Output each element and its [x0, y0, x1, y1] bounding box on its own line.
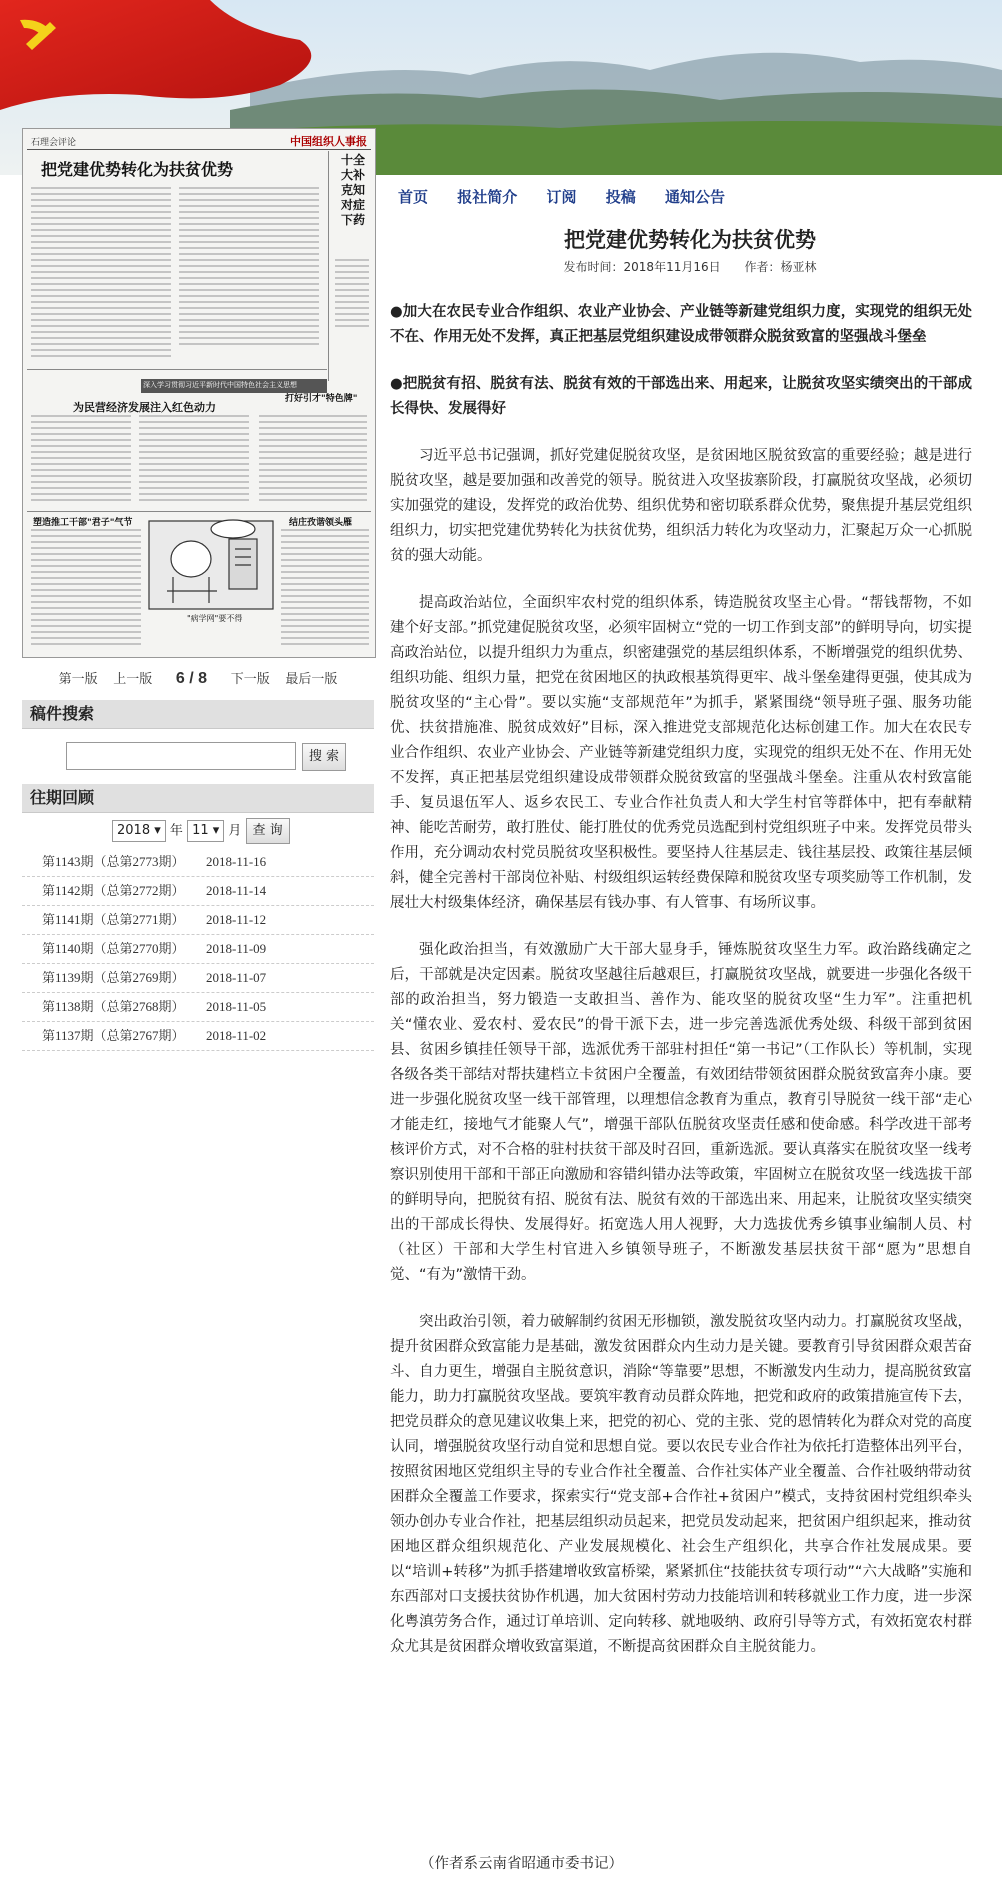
issue-title: 第1138期（总第2768期）: [42, 999, 185, 1014]
issue-date: 2018-11-05: [206, 999, 267, 1014]
nav-about[interactable]: 报社简介: [457, 188, 518, 206]
month-value: 11: [192, 823, 209, 838]
first-page-link[interactable]: 第一版: [58, 671, 98, 686]
month-label: 月: [228, 823, 242, 839]
issue-title: 第1142期（总第2772期）: [42, 883, 185, 898]
query-button[interactable]: 查 询: [246, 818, 290, 844]
article-lead: ●把脱贫有招、脱贫有法、脱贫有效的干部选出来、用起来，让脱贫攻坚实绩突出的干部成长得快、发展得好: [390, 376, 972, 417]
chevron-down-icon: ▾: [154, 823, 161, 838]
paper-masthead: 中国组织人事报: [290, 135, 367, 148]
search-button[interactable]: 搜 索: [302, 743, 346, 771]
paper-side-headline: 十全大补 克知 对症下药: [341, 153, 366, 227]
main-nav: [398, 186, 749, 210]
article-paragraph: 习近平总书记强调，抓好党建促脱贫攻坚，是贫困地区脱贫致富的重要经验；越是进行脱贫攻坚，越是要加强和改善党的领导。脱贫进入攻坚拔寨阶段，打赢脱贫攻坚战，必须切实加强党的建设，发挥党的政治优势、组织优势和密切联系群众优势，聚焦提升基层党组织组织力，切实把党建优势转化为扶贫优势，组织活力转化为攻坚动力，汇聚起万众一心抓脱贫的强大动能。: [390, 448, 972, 564]
issue-title: 第1139期（总第2769期）: [42, 970, 185, 985]
paper-bottom-headline-right: 结庄孜谐领头雁: [289, 518, 353, 528]
nav-home[interactable]: 首页: [398, 188, 429, 206]
nav-subscribe[interactable]: 订阅: [546, 188, 577, 206]
paper-sub-headline: 为民营经济发展注入红色动力: [73, 401, 216, 414]
issue-title: 第1137期（总第2767期）: [42, 1028, 185, 1043]
list-item[interactable]: [22, 1022, 374, 1051]
paper-box-title: 打好引才"特色牌": [285, 394, 358, 404]
paper-banner-text: 深入学习贯彻习近平新时代中国特色社会主义思想: [143, 381, 297, 389]
article-title: 把党建优势转化为扶贫优势: [564, 227, 816, 252]
archive-date-picker: [112, 818, 372, 844]
issue-title: 第1140期（总第2770期）: [42, 941, 185, 956]
nav-notices[interactable]: 通知公告: [665, 188, 726, 206]
article-body: [390, 300, 972, 1682]
paper-headline: 把党建优势转化为扶贫优势: [41, 160, 234, 179]
search-form: [66, 742, 366, 772]
current-page-indicator: 6 / 8: [175, 670, 208, 687]
issue-list: [22, 848, 374, 1051]
paper-section-label: 石理会评论: [31, 138, 77, 148]
paper-bottom-headline-left: 塑造推工干部"君子"气节: [33, 518, 133, 528]
paper-cartoon-caption: "病学网"要不得: [187, 614, 243, 623]
prev-page-link[interactable]: 上一版: [113, 671, 153, 686]
nav-submit[interactable]: 投稿: [605, 188, 636, 206]
page-navigation: [22, 668, 374, 692]
article-byline: （作者系云南省昭通市委书记）: [420, 1856, 623, 1872]
list-item[interactable]: [22, 935, 374, 964]
chevron-down-icon: ▾: [212, 823, 220, 838]
last-page-link[interactable]: 最后一版: [285, 671, 338, 686]
issue-date: 2018-11-02: [206, 1028, 267, 1043]
list-item[interactable]: [22, 848, 374, 877]
issue-date: 2018-11-16: [206, 854, 267, 869]
next-page-link[interactable]: 下一版: [230, 671, 270, 686]
article-lead: ●加大在农民专业合作组织、农业产业协会、产业链等新建党组织力度，实现党的组织无处不在、作用无处不发挥，真正把基层党组织建设成带领群众脱贫致富的坚强战斗堡垒: [390, 304, 972, 345]
year-select[interactable]: [112, 820, 166, 842]
article-author: 作者：杨亚林: [744, 260, 817, 274]
list-item[interactable]: [22, 906, 374, 935]
issue-title: 第1143期（总第2773期）: [42, 854, 185, 869]
list-item[interactable]: [22, 964, 374, 993]
year-value: 2018: [117, 823, 151, 838]
archive-section-heading: 往期回顾: [22, 784, 374, 813]
newspaper-page-thumbnail[interactable]: [22, 128, 376, 658]
month-select[interactable]: [187, 820, 224, 842]
year-label: 年: [169, 823, 183, 839]
article-meta: [390, 258, 990, 275]
list-item[interactable]: [22, 993, 374, 1022]
search-section-heading: 稿件搜索: [22, 700, 374, 729]
article-paragraph: 突出政治引领，着力破解制约贫困无形枷锁，激发脱贫攻坚内动力。打赢脱贫攻坚战，提升贫困群众致富能力是基础，激发贫困群众内生动力是关键。要教育引导贫困群众艰苦奋斗、自力更生，增强自主脱贫意识，消除“等靠要”思想，不断激发内生动力，提高脱贫致富能力，助力打赢脱贫攻坚战。要筑牢教育动员群众阵地，把党和政府的政策措施宣传下去，把党员群众的意见建议收集上来，把党的初心、党的主张、党的恩情转化为群众对党的高度认同，增强脱贫攻坚行动自觉和思想自觉。要以农民专业合作社为依托打造整体出列平台，按照贫困地区党组织主导的专业合作社全覆盖、合作社实体产业全覆盖、合作社吸纳带动贫困群众全覆盖工作要求，探索实行“党支部+合作社+贫困户”模式，支持贫困村党组织牵头领办创办专业合作社，把基层组织动员起来，把党员发动起来，把贫困户组织起来，推动贫困地区群众组织规范化、产业发展规模化、社会生产组织化，共享合作社发展成果。要以“培训+转移”为抓手搭建增收致富桥梁，紧紧抓住“技能扶贫专项行动”“六大战略”实施和东西部对口支援扶贫协作机遇，加大贫困村劳动力技能培训和转移就业工作力度，进一步深化粤滇劳务合作，通过订单培训、定向转移、就地吸纳、政府引导等方式，有效拓宽农村群众尤其是贫困群众增收致富渠道，不断提高贫困群众自主脱贫能力。: [390, 1314, 972, 1655]
issue-date: 2018-11-07: [206, 970, 267, 985]
issue-date: 2018-11-14: [206, 883, 267, 898]
issue-date: 2018-11-09: [206, 941, 267, 956]
article-paragraph: 强化政治担当，有效激励广大干部大显身手，锤炼脱贫攻坚生力军。政治路线确定之后，干部就是决定因素。脱贫攻坚越往后越艰巨，打赢脱贫攻坚战，就要进一步强化各级干部的政治担当，努力锻造一支敢担当、善作为、能攻坚的脱贫攻坚“生力军”。注重把机关“懂农业、爱农村、爱农民”的骨干派下去，进一步完善选派优秀处级、科级干部到贫困县、贫困乡镇挂任领导干部，选派优秀干部驻村担任“第一书记”（工作队长）等机制，实现各级各类干部结对帮扶建档立卡贫困户全覆盖，有效团结带领贫困群众脱贫致富奔小康。要进一步强化脱贫攻坚一线干部管理，以理想信念教育为重点，教育引导脱贫一线干部“走心才能走红，接地气才能聚人气”，增强干部队伍脱贫攻坚责任感和使命感。科学改进干部考核评价方式，对不合格的驻村扶贫干部及时召回，重新选派。要认真落实在脱贫攻坚一线考察识别使用干部和干部正向激励和容错纠错办法等政策，牢固树立在脱贫攻坚一线选拔干部的鲜明导向，把脱贫有招、脱贫有法、脱贫有效的干部选出来、用起来，让脱贫攻坚实绩突出的干部成长得快、发展得好。拓宽选人用人视野，大力选拔优秀乡镇事业编制人员、村（社区）干部和大学生村官进入乡镇领导班子，不断激发基层扶贫干部“愿为”思想自觉、“有为”激情干劲。: [390, 942, 972, 1283]
search-input[interactable]: [66, 742, 296, 770]
issue-date: 2018-11-12: [206, 912, 267, 927]
list-item[interactable]: [22, 877, 374, 906]
article-paragraph: 提高政治站位，全面织牢农村党的组织体系，铸造脱贫攻坚主心骨。“帮钱帮物，不如建个好支部。”抓党建促脱贫攻坚，必须牢固树立“党的一切工作到支部”的鲜明导向，切实提高政治站位，以提升组织力为重点，织密建强党的基层组织体系，不断增强党的组织优势、组织功能、组织力量，把党在贫困地区的执政根基筑得更牢、战斗堡垒建得更强，使其成为脱贫攻坚的“主心骨”。要以实施“支部规范年”为抓手，紧紧围绕“领导班子强、服务功能优、扶贫措施准、脱贫成效好”目标，深入推进党支部规范化达标创建工作。加大在农民专业合作组织、农业产业协会、产业链等新建党组织力度，实现党的组织无处不在、作用无处不发挥，真正把基层党组织建设成带领群众脱贫致富的坚强战斗堡垒。注重从农村致富能手、复员退伍军人、返乡农民工、专业合作社负责人和大学生村官等群体中，把有奉献精神、能吃苦耐劳，敢打胜仗、能打胜仗的优秀党员选配到村党组织班子中来。发挥党员带头作用，充分调动农村党员脱贫攻坚积极性。要坚持人往基层走、钱往基层投、政策往基层倾斜，健全完善村干部岗位补贴、村级组织运转经费保障和脱贫攻坚专项奖励等工作机制，发展壮大村级集体经济，确保基层有钱办事、有人管事、有场所议事。: [390, 595, 972, 911]
publish-date: 发布时间：2018年11月16日: [563, 260, 721, 274]
issue-title: 第1141期（总第2771期）: [42, 912, 185, 927]
